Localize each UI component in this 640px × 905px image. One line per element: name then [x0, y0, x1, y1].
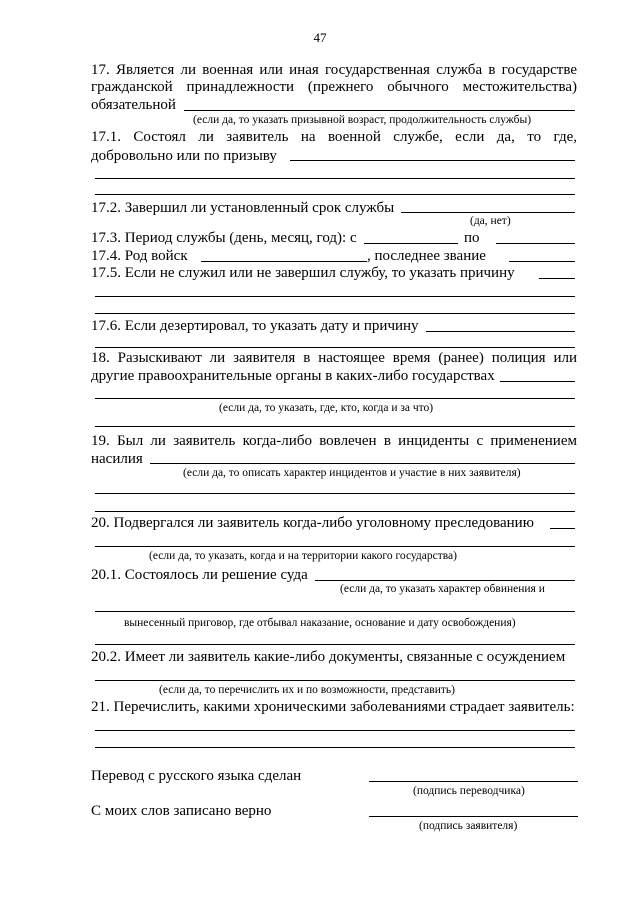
q17-1-line1: 17.1. Состоял ли заявитель на военной службе, если да, то где,: [91, 129, 577, 145]
q17-3-label: 17.3. Период службы (день, месяц, год): с: [91, 230, 357, 246]
q17-answer-line[interactable]: [184, 110, 575, 111]
q17-line2: гражданской принадлежности (прежнего обычного местожительства): [91, 79, 577, 95]
q20-1-hint-2: вынесенный приговор, где отбывал наказание, основание и дату освобождения): [124, 617, 516, 629]
q17-5-label: 17.5. Если не служил или не завершил службу, то указать причину: [91, 265, 515, 281]
q20-1-answer-line[interactable]: [315, 580, 575, 581]
q19-line1: 19. Был ли заявитель когда-либо вовлечен в инциденты с применением: [91, 433, 577, 449]
q21-answer-line[interactable]: [95, 730, 575, 731]
q17-5-answer-line-2[interactable]: [95, 296, 575, 297]
q17-2-answer-line[interactable]: [401, 212, 575, 213]
q20-2-answer-line[interactable]: [95, 680, 575, 681]
q17-3-to-label: по: [464, 230, 480, 246]
q17-4-label: 17.4. Род войск: [91, 248, 188, 264]
q19-answer-line-2[interactable]: [95, 493, 575, 494]
q17-4-branch-line[interactable]: [201, 261, 367, 262]
q17-4-rank-label: , последнее звание: [367, 248, 486, 264]
q17-1-answer-line-3[interactable]: [95, 194, 575, 195]
q17-4-rank-line[interactable]: [509, 261, 575, 262]
q17-3-to-line[interactable]: [496, 243, 575, 244]
q17-6-answer-line-2[interactable]: [95, 347, 575, 348]
q17-line3: обязательной: [91, 97, 176, 113]
q20-2-label: 20.2. Имеет ли заявитель какие-либо документы, связанные с осуждением: [91, 649, 566, 665]
translator-label: Перевод с русского языка сделан: [91, 768, 302, 784]
translator-signature-line[interactable]: [369, 781, 578, 782]
q17-2-label: 17.2. Завершил ли установленный срок службы: [91, 200, 395, 216]
q19-answer-line[interactable]: [150, 463, 575, 464]
q20-1-answer-line-2[interactable]: [95, 611, 575, 612]
q17-1-answer-line-2[interactable]: [95, 178, 575, 179]
q19-answer-line-3[interactable]: [95, 511, 575, 512]
page-number: 47: [313, 30, 327, 45]
q20-1-answer-line-3[interactable]: [95, 644, 575, 645]
applicant-signature-line[interactable]: [369, 816, 578, 817]
q17-1-answer-line[interactable]: [290, 160, 575, 161]
q20-1-label: 20.1. Состоялось ли решение суда: [91, 567, 308, 583]
q18-hint: (если да, то указать, где, кто, когда и за что): [219, 402, 434, 414]
q17-5-answer-line-3[interactable]: [95, 313, 575, 314]
q18-answer-line-2[interactable]: [95, 398, 575, 399]
q17-6-label: 17.6. Если дезертировал, то указать дату и причину: [91, 318, 419, 334]
translator-hint: (подпись переводчика): [413, 785, 525, 797]
q17-line1: 17. Является ли военная или иная государственная служба в государстве: [91, 62, 577, 78]
q17-2-hint: (да, нет): [470, 215, 511, 227]
q19-hint: (если да, то описать характер инцидентов и участие в них заявителя): [183, 467, 521, 479]
q17-hint: (если да, то указать призывной возраст, продолжительность службы): [193, 114, 532, 126]
q20-1-hint-1: (если да, то указать характер обвинения и: [340, 583, 545, 595]
q17-3-from-line[interactable]: [364, 243, 458, 244]
q17-1-line2: добровольно или по призыву: [91, 148, 277, 164]
q21-answer-line-2[interactable]: [95, 747, 575, 748]
q20-answer-line[interactable]: [550, 528, 575, 529]
q20-2-hint: (если да, то перечислить их и по возможности, представить): [159, 684, 455, 696]
q21-label: 21. Перечислить, какими хроническими заболеваниями страдает заявитель:: [91, 699, 575, 715]
q18-answer-line-3[interactable]: [95, 426, 575, 427]
applicant-label: С моих слов записано верно: [91, 803, 272, 819]
q18-answer-line[interactable]: [500, 381, 575, 382]
q17-6-answer-line[interactable]: [426, 331, 575, 332]
q18-line2: другие правоохранительные органы в каких-либо государствах: [91, 368, 495, 384]
q19-line2: насилия: [91, 451, 143, 467]
q20-hint: (если да, то указать, когда и на территории какого государства): [149, 550, 457, 562]
q20-answer-line-2[interactable]: [95, 546, 575, 547]
q18-line1: 18. Разыскивают ли заявителя в настоящее время (ранее) полиция или: [91, 350, 577, 366]
q17-5-answer-line[interactable]: [539, 278, 575, 279]
q20-label: 20. Подвергался ли заявитель когда-либо уголовному преследованию: [91, 515, 534, 531]
applicant-hint: (подпись заявителя): [419, 820, 518, 832]
